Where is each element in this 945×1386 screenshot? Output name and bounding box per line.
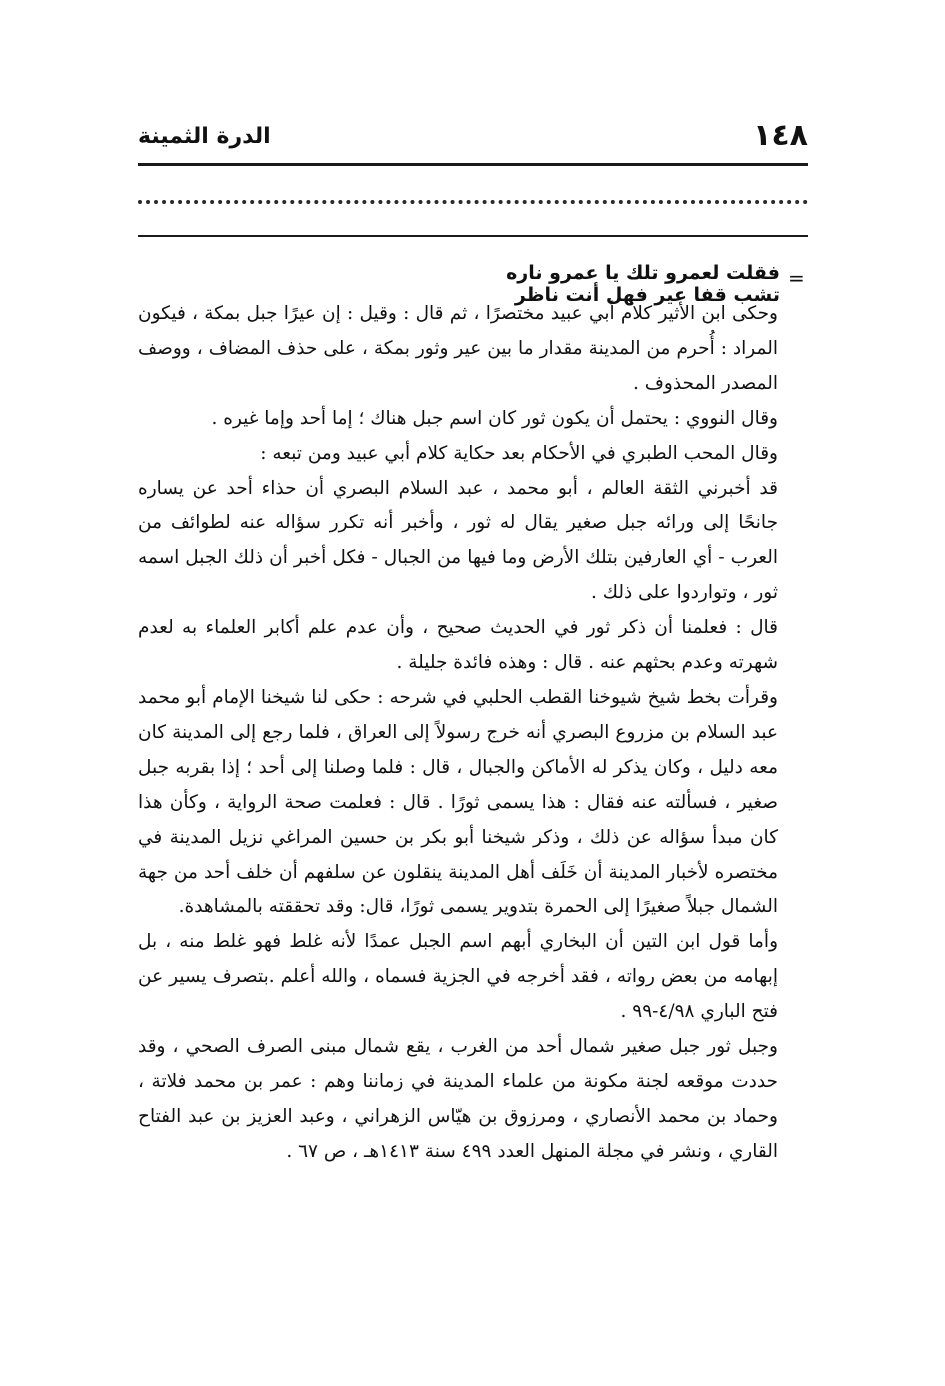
page-number: ١٤٨ (753, 118, 808, 153)
footnote-continuation-marker: = (788, 266, 805, 290)
dotted-separator (138, 200, 808, 212)
verse-second-hemistich: تشب قفا عير فهل أنت ناظر (514, 284, 780, 306)
paragraph-conclusion: قال : فعلمنا أن ذكر ثور في الحديث صحيح ، وأن عدم علم أكابر العلماء به لعدم شهرته وعدم بحثهم عنه . قال : وهذه فائدة جليلة . (138, 617, 778, 674)
paragraph-jabal-thawr: وجبل ثور جبل صغير شمال أحد من الغرب ، يقع شمال مبنى الصرف الصحي ، وقد حددت موقعه لجنة مكونة من علماء المدينة في زماننا وهم : عمر بن محمد فلاتة ، وحماد بن محمد الأنصاري ، ومرزوق بن هيّاس الزهراني ، وعبد العزيز بن عبد الفتاح القاري ، ونشر في مجلة المنهل العدد ٤٩٩ سنة ١٤١٣هـ ، ص ٦٧ . (138, 1036, 778, 1162)
verse-first-hemistich: فقلت لعمرو تلك يا عمرو ناره (506, 262, 780, 284)
footnote-body (138, 297, 778, 1170)
running-title: الدرة الثمينة (138, 124, 271, 149)
paragraph-nawawi: وقال النووي : يحتمل أن يكون ثور كان اسم جبل هناك ؛ إما أحد وإما غيره . (211, 407, 778, 429)
paragraph-tabari-intro: وقال المحب الطبري في الأحكام بعد حكاية كلام أبي عبيد ومن تبعه : (260, 442, 778, 464)
header-rule (138, 163, 808, 166)
footnote-rule (138, 235, 808, 237)
paragraph-halabi: وقرأت بخط شيخ شيوخنا القطب الحلبي في شرحه : حكى لنا شيخنا الإمام أبو محمد عبد السلام بن مزروع البصري أنه خرج رسولاً إلى العراق ، فلما رجع إلى المدينة كان معه دليل ، وكان يذكر له الأماكن والجبال ، قال : فلما وصلنا إلى أحد ؛ إذا بقربه جبل صغير ، فسألته عنه فقال : هذا يسمى ثورًا . قال : فعلمت صحة الرواية ، وكأن هذا كان مبدأ سؤاله عن ذلك ، وذكر شيخنا أبو بكر بن حسين المراغي نزيل المدينة في مختصره لأخبار المدينة أن خَلَف أهل المدينة ينقلون عن سلفهم أن خلف أحد من جهة الشمال جبلاً صغيرًا إلى الحمرة بتدوير يسمى ثورًا، قال: وقد تحققته بالمشاهدة. (138, 686, 778, 918)
paragraph-ibn-tin: وأما قول ابن التين أن البخاري أبهم اسم الجبل عمدًا لأنه غلط فهو غلط منه ، بل إبهامه من بعض رواته ، فقد أخرجه في الجزية فسماه ، والله أعلم .بتصرف يسير عن فتح الباري ٤/٩٨-٩٩ . (138, 931, 778, 1023)
paragraph-ibn-athir: وحكى ابن الأثير كلام أبي عبيد مختصرًا ، ثم قال : وقيل : إن عيرًا جبل بمكة ، فيكون المراد : أُحرم من المدينة مقدار ما بين عير وثور بمكة ، على حذف المضاف ، ووصف المصدر المحذوف . (138, 303, 778, 394)
page-header (138, 118, 808, 162)
paragraph-basri-report: قد أخبرني الثقة العالم ، أبو محمد ، عبد السلام البصري أن حذاء أحد عن يساره جانحًا إلى ورائه جبل صغير يقال له ثور ، وأخبر أنه تكرر سؤاله عنه لطوائف من العرب - أي العارفين بتلك الأرض وما فيها من الجبال - فكل أخبر أن ذلك الجبل اسمه ثور ، وتواردوا على ذلك . (138, 477, 778, 604)
